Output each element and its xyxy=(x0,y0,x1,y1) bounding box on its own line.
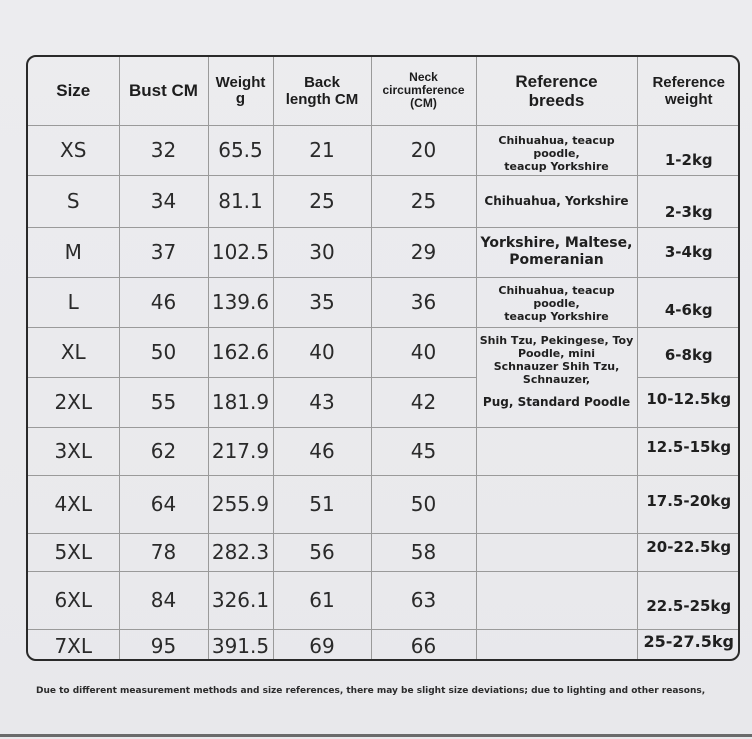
cell-size: XL xyxy=(28,327,119,377)
cell-weight: 326.1 xyxy=(208,571,273,629)
breeds-l-line1: Chihuahua, teacup poodle, xyxy=(498,283,615,310)
size-table xyxy=(28,57,740,661)
cell-breeds: Chihuahua, Yorkshire xyxy=(476,175,637,227)
cell-neck: 58 xyxy=(371,533,476,571)
header-breeds-line1: Reference xyxy=(515,71,598,91)
header-neck-line2: circumference xyxy=(382,83,465,98)
cell-back: 69 xyxy=(273,629,371,661)
header-refweight-line2: weight xyxy=(665,90,713,108)
cell-weight: 217.9 xyxy=(208,427,273,475)
breeds-2xl: Pug, Standard Poodle xyxy=(482,394,631,409)
cell-weight: 81.1 xyxy=(208,175,273,227)
cell-breeds xyxy=(476,277,637,327)
cell-size: 4XL xyxy=(28,475,119,533)
cell-bust: 37 xyxy=(119,227,208,277)
header-back-length xyxy=(273,57,371,125)
table-row xyxy=(28,175,740,227)
breeds-xl-line1: Shih Tzu, Pekingese, Toy xyxy=(479,333,634,347)
header-row xyxy=(28,57,740,125)
header-breeds xyxy=(476,57,637,125)
cell-breeds-empty xyxy=(476,629,637,661)
cell-back: 25 xyxy=(273,175,371,227)
cell-size: L xyxy=(28,277,119,327)
cell-ref-weight: 2-3kg xyxy=(637,175,740,227)
cell-size: 6XL xyxy=(28,571,119,629)
cell-size: 7XL xyxy=(28,629,119,661)
cell-back: 51 xyxy=(273,475,371,533)
breeds-l-line2: teacup Yorkshire xyxy=(504,309,609,323)
breeds-xl-line4: Schnauzer, xyxy=(522,372,591,386)
cell-back: 40 xyxy=(273,327,371,377)
cell-breeds-empty xyxy=(476,475,637,533)
cell-neck: 20 xyxy=(371,125,476,175)
cell-back: 46 xyxy=(273,427,371,475)
cell-ref-weight: 4-6kg xyxy=(637,277,740,327)
cell-ref-weight: 17.5-20kg xyxy=(637,475,740,533)
cell-breeds-empty xyxy=(476,427,637,475)
cell-back: 30 xyxy=(273,227,371,277)
cell-size: 5XL xyxy=(28,533,119,571)
cell-weight: 255.9 xyxy=(208,475,273,533)
cell-breeds-empty xyxy=(476,571,637,629)
cell-breeds xyxy=(476,125,637,175)
breeds-m-line2: Pomeranian xyxy=(509,252,604,268)
cell-neck: 29 xyxy=(371,227,476,277)
size-chart xyxy=(26,55,740,661)
header-ref-weight xyxy=(637,57,740,125)
cell-weight: 102.5 xyxy=(208,227,273,277)
cell-size: S xyxy=(28,175,119,227)
table-row xyxy=(28,327,740,377)
breeds-xs-line2: teacup Yorkshire xyxy=(504,159,609,173)
cell-breeds-empty xyxy=(476,533,637,571)
cell-ref-weight: 10-12.5kg xyxy=(637,377,740,427)
footnote: Due to different measurement methods and size references, there may be slight size deviations; due to lighting and other reasons, xyxy=(36,686,706,696)
cell-breeds xyxy=(476,327,637,427)
cell-bust: 95 xyxy=(119,629,208,661)
header-breeds-line2: breeds xyxy=(528,90,585,110)
breeds-xs-line1: Chihuahua, teacup poodle, xyxy=(498,133,615,160)
cell-ref-weight: 6-8kg xyxy=(637,327,740,377)
cell-back: 43 xyxy=(273,377,371,427)
cell-weight: 181.9 xyxy=(208,377,273,427)
cell-bust: 46 xyxy=(119,277,208,327)
cell-back: 61 xyxy=(273,571,371,629)
cell-neck: 42 xyxy=(371,377,476,427)
cell-weight: 282.3 xyxy=(208,533,273,571)
breeds-m-line1: Yorkshire, Maltese, xyxy=(480,235,633,251)
cell-bust: 78 xyxy=(119,533,208,571)
header-weight-line1: Weight xyxy=(215,73,266,91)
header-bust: Bust CM xyxy=(119,57,208,125)
cell-bust: 32 xyxy=(119,125,208,175)
cell-back: 21 xyxy=(273,125,371,175)
table-row xyxy=(28,571,740,629)
cell-bust: 50 xyxy=(119,327,208,377)
table-row xyxy=(28,277,740,327)
cell-size: M xyxy=(28,227,119,277)
cell-neck: 45 xyxy=(371,427,476,475)
cell-bust: 64 xyxy=(119,475,208,533)
table-row xyxy=(28,533,740,571)
cell-neck: 66 xyxy=(371,629,476,661)
cell-weight: 391.5 xyxy=(208,629,273,661)
cell-size: 3XL xyxy=(28,427,119,475)
breeds-xl-line2: Poodle, mini xyxy=(517,346,596,360)
cell-size: XS xyxy=(28,125,119,175)
cell-ref-weight: 12.5-15kg xyxy=(637,427,740,475)
cell-ref-weight: 20-22.5kg xyxy=(637,533,740,571)
cell-bust: 62 xyxy=(119,427,208,475)
table-row xyxy=(28,475,740,533)
cell-back: 35 xyxy=(273,277,371,327)
header-neck-line3: (CM) xyxy=(410,96,437,111)
cell-ref-weight: 3-4kg xyxy=(637,227,740,277)
header-weight-line2: g xyxy=(235,89,246,107)
cell-weight: 65.5 xyxy=(208,125,273,175)
cell-weight: 139.6 xyxy=(208,277,273,327)
cell-neck: 50 xyxy=(371,475,476,533)
cell-size: 2XL xyxy=(28,377,119,427)
header-size: Size xyxy=(28,57,119,125)
table-row xyxy=(28,629,740,661)
cell-neck: 40 xyxy=(371,327,476,377)
cell-neck: 25 xyxy=(371,175,476,227)
header-back-line1: Back xyxy=(304,73,340,91)
cell-neck: 36 xyxy=(371,277,476,327)
cell-weight: 162.6 xyxy=(208,327,273,377)
cell-back: 56 xyxy=(273,533,371,571)
table-row xyxy=(28,427,740,475)
cell-bust: 84 xyxy=(119,571,208,629)
cell-bust: 55 xyxy=(119,377,208,427)
breeds-xl-line3: Schnauzer Shih Tzu, xyxy=(493,359,620,373)
cell-ref-weight: 25-27.5kg xyxy=(637,629,740,661)
header-neck-line1: Neck xyxy=(409,70,438,85)
table-row xyxy=(28,125,740,175)
header-refweight-line1: Reference xyxy=(652,73,726,91)
cell-breeds xyxy=(476,227,637,277)
table-row xyxy=(28,227,740,277)
cell-bust: 34 xyxy=(119,175,208,227)
header-back-line2: length CM xyxy=(285,90,359,108)
cell-ref-weight: 1-2kg xyxy=(637,125,740,175)
cell-neck: 63 xyxy=(371,571,476,629)
header-weight xyxy=(208,57,273,125)
bottom-divider xyxy=(0,734,752,737)
cell-ref-weight: 22.5-25kg xyxy=(637,571,740,629)
header-neck xyxy=(371,57,476,125)
